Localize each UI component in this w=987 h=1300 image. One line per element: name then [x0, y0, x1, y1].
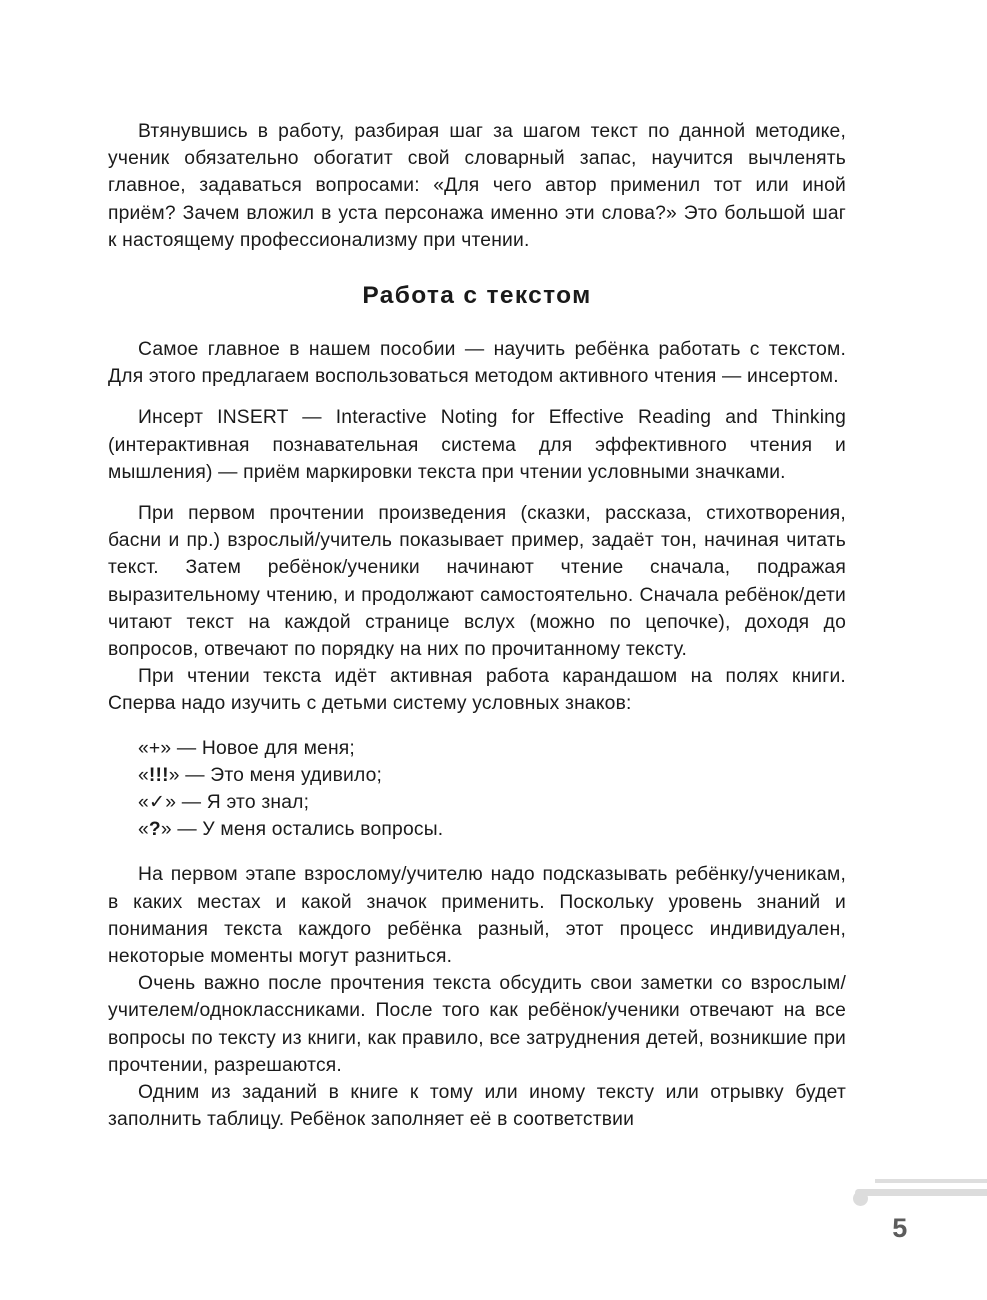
paragraph-insert-definition: Инсерт INSERT — Interactive Noting for Effective Reading and Thinking (интерактивная познавательная система для эффективного чтения и мышления) — приём маркировки текста при чтении условными значками. — [108, 407, 846, 483]
paragraph-discussion: Очень важно после прочтения текста обсудить свои заметки со взрослым/учителем/одноклассниками. После того как ребёнок/ученики отвечают на все вопросы по тексту из книги, как правило, все затруднения детей, возникшие при прочтении, разрешаются. — [108, 973, 846, 1076]
symbol-plus-close-quote: » — [160, 737, 172, 759]
question-mark-icon: ? — [148, 819, 161, 841]
symbol-exclamation-icon: !!! — [148, 764, 169, 786]
paragraph-first-reading: При первом прочтении произведения (сказки, рассказа, стихотворения, басни и пр.) взрослый/учитель показывает пример, задаёт тон, начиная читать текст. Затем ребёнок/ученики начинают чтение сначала, подражая выразительному чтению, и продолжают самостоятельно. Сначала ребёнок/дети читают текст на каждой странице вслух (можно по цепочке), доходя до вопросов, отвечают по порядку на них по прочитанному тексту. — [108, 503, 846, 661]
paragraph-spacer — [108, 390, 846, 404]
list-item — [108, 789, 846, 816]
section-title-block — [108, 254, 846, 336]
list-item — [108, 816, 846, 843]
symbol-list — [108, 735, 846, 844]
symbol-list-block — [108, 718, 846, 862]
paragraph-main-goal: Самое главное в нашем пособии — научить ребёнка работать с текстом. Для этого предлагаем воспользоваться методом активного чтения — инсертом. — [108, 339, 846, 388]
symbol-meaning: У меня остались вопросы. — [202, 819, 444, 841]
ornament-line-top — [875, 1179, 987, 1183]
symbol-question-close-quote: » — [160, 819, 172, 841]
symbol-dash: — — [171, 819, 203, 841]
page-content — [108, 118, 846, 1134]
symbol-plus-glyph: + — [148, 737, 161, 759]
symbol-dash: — — [179, 764, 211, 786]
symbol-dash: — — [176, 792, 207, 814]
symbol-check-open-quote: « — [138, 792, 149, 814]
paragraph-intro: Втянувшись в работу, разбирая шаг за шагом текст по данной методике, ученик обязательно обогатит свой словарный запас, научится вычленять главное, задаваться вопросами: «Для чего автор применил тот или иной приём? Зачем вложил в уста персонажа именно эти слова?» Это большой шаг к настоящему профессионализму при чтении. — [108, 121, 846, 251]
ornament-dot — [853, 1191, 868, 1206]
symbol-check-close-quote: » — [165, 792, 177, 814]
symbol-dash: — — [171, 737, 202, 759]
symbol-meaning: Новое для меня; — [201, 737, 355, 759]
paragraph-pencil-work: При чтении текста идёт активная работа карандашом на полях книги. Сперва надо изучить с детьми систему условных знаков: — [108, 666, 846, 715]
symbol-exclamation-open-quote: « — [138, 764, 149, 786]
paragraph-first-stage: На первом этапе взрослому/учителю надо подсказывать ребёнку/ученикам, в каких местах и какой значок применить. Поскольку уровень знаний и понимания текста каждого ребёнка разный, этот процесс индивидуален, некоторые моменты могут разниться. — [108, 864, 846, 968]
symbol-question-open-quote: « — [138, 819, 149, 841]
symbol-meaning: Я это знал; — [206, 792, 310, 814]
page-ornament — [846, 1176, 987, 1206]
symbol-exclamation-close-quote: » — [168, 764, 180, 786]
list-item — [108, 735, 846, 762]
checkmark-icon: ✓ — [148, 792, 166, 814]
symbol-meaning: Это меня удивило; — [210, 764, 383, 786]
list-item — [108, 762, 846, 789]
ornament-line-bottom — [855, 1189, 987, 1196]
symbol-plus-icon: « — [138, 737, 149, 759]
page-title: Работа с текстом — [362, 282, 592, 310]
paragraph-spacer — [108, 486, 846, 500]
paragraph-table-task: Одним из заданий в книге к тому или иному тексту или отрывку будет заполнить таблицу. Ребёнок заполняет её в соответствии — [108, 1082, 846, 1131]
page-number: 5 — [892, 1213, 908, 1243]
